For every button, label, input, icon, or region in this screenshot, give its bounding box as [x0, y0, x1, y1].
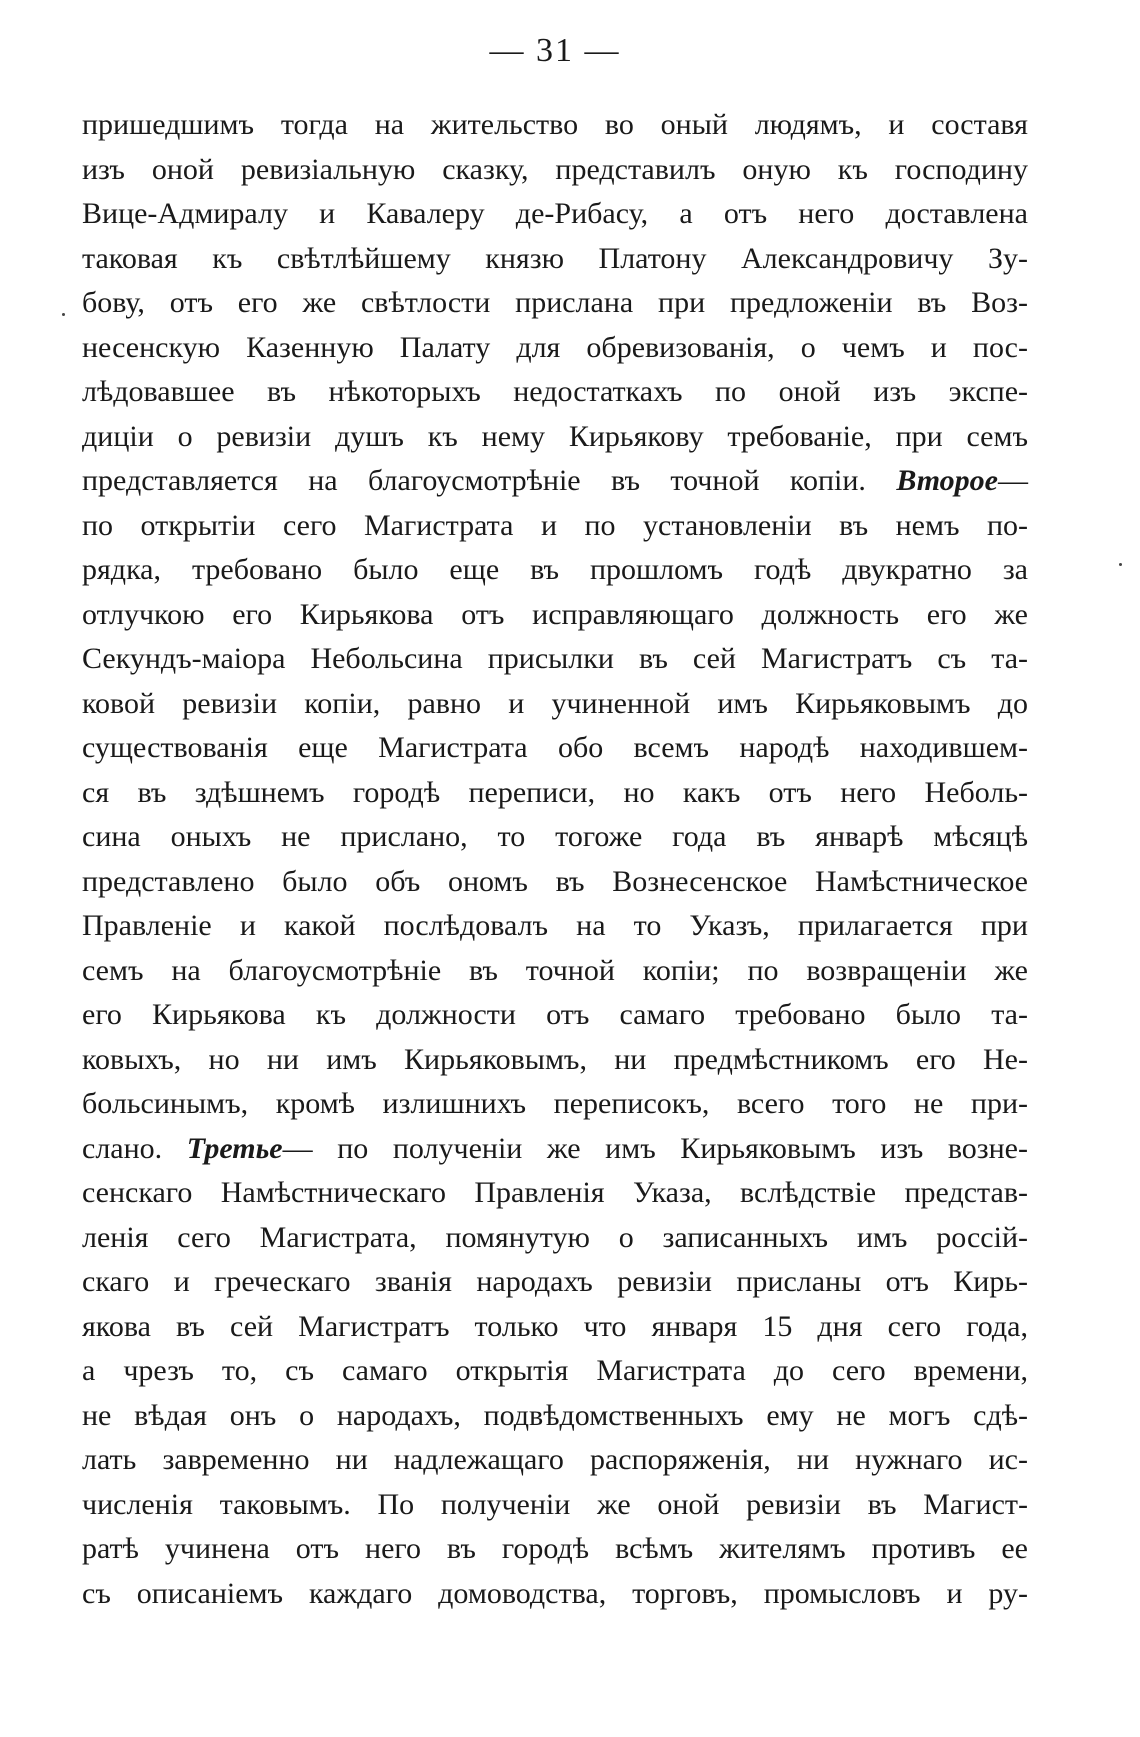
body-text: [82, 103, 1028, 1616]
text-line: ковыхъ, но ни имъ Кирьяковымъ, ни предмѣстникомъ его Не-: [82, 1042, 1028, 1076]
text-line: диціи о ревизіи душъ къ нему Кирьякову требованіе, при семъ: [82, 419, 1028, 453]
text-line: сина оныхъ не прислано, то тогоже года въ январѣ мѣсяцѣ: [82, 820, 1028, 853]
text-line: рядка, требовано было еще въ прошломъ годѣ двукратно за: [82, 553, 1028, 586]
text-line: [82, 1127, 1028, 1172]
text-line: существованія еще Магистрата обо всемъ народѣ находившем-: [82, 731, 1028, 764]
text-line-post: — по полученіи же имъ Кирьяковымъ изъ возне-: [282, 1131, 1028, 1165]
paper-speck: [62, 313, 65, 316]
text-line: изъ оной ревизіальную сказку, представилъ оную къ господину: [82, 152, 1028, 186]
text-line: Вице-Адмиралу и Кавалеру де-Рибасу, а отъ него доставлена: [82, 197, 1028, 230]
text-line: ратѣ учинена отъ него въ городѣ всѣмъ жителямъ противъ ее: [82, 1532, 1028, 1565]
page-number: — 31 —: [489, 32, 621, 69]
text-line: якова въ сей Магистратъ только что января 15 дня сего года,: [82, 1309, 1028, 1343]
text-line: таковая къ свѣтлѣйшему князю Платону Александровичу Зу-: [82, 241, 1028, 275]
text-line: по открытіи сего Магистрата и по установленіи въ немъ по-: [82, 508, 1028, 542]
section-marker-second: Второе: [896, 464, 998, 497]
text-line-post: —: [998, 464, 1028, 497]
text-line: численія таковымъ. По полученіи же оной ревизіи въ Магист-: [82, 1487, 1028, 1521]
text-line: Секундъ-маіора Небольсина присылки въ сей Магистратъ съ та-: [82, 642, 1028, 675]
text-line: [82, 459, 1028, 504]
paper-speck: [1119, 563, 1122, 566]
text-line: сенскаго Намѣстническаго Правленія Указа, вслѣдствіе представ-: [82, 1176, 1028, 1209]
text-line: представлено было объ ономъ въ Вознесенское Намѣстническое: [82, 864, 1028, 898]
text-line-pre: представляется на благоусмотрѣніе въ точной копіи.: [82, 464, 897, 497]
text-line: лѣдовавшее въ нѣкоторыхъ недостаткахъ по оной изъ экспе-: [82, 375, 1028, 408]
text-line: семъ на благоусмотрѣніе въ точной копіи; по возвращеніи же: [82, 953, 1028, 987]
text-line: отлучкою его Кирьякова отъ исправляющаго должность его же: [82, 597, 1028, 631]
text-line-pre: слано.: [82, 1131, 187, 1165]
text-line: пришедшимъ тогда на жительство во оный людямъ, и составя: [82, 108, 1028, 141]
text-line: ковой ревизіи копіи, равно и учиненной имъ Кирьяковымъ до: [82, 686, 1028, 720]
text-line: съ описаніемъ каждаго домоводства, торговъ, промысловъ и ру-: [82, 1576, 1028, 1610]
text-line: лать завременно ни надлежащаго распоряженія, ни нужнаго ис-: [82, 1443, 1028, 1476]
text-line: ся въ здѣшнемъ городѣ переписи, но какъ отъ него Неболь-: [82, 775, 1028, 809]
text-line: больсинымъ, кромѣ излишнихъ переписокъ, всего того не при-: [82, 1087, 1028, 1120]
text-line: скаго и греческаго званія народахъ ревизіи присланы отъ Кирь-: [82, 1265, 1028, 1298]
text-line: ленія сего Магистрата, помянутую о записанныхъ имъ россій-: [82, 1220, 1028, 1254]
section-marker-third: Третье: [186, 1131, 283, 1165]
text-line: его Кирьякова къ должности отъ самаго требовано было та-: [82, 998, 1028, 1031]
text-line: а чрезъ то, съ самаго открытія Магистрата до сего времени,: [82, 1354, 1028, 1387]
text-line: несенскую Казенную Палату для обревизованія, о чемъ и пос-: [82, 330, 1028, 364]
text-line: Правленіе и какой послѣдовалъ на то Указъ, прилагается при: [82, 909, 1028, 942]
text-line: не вѣдая онъ о народахъ, подвѣдомственныхъ ему не могъ сдѣ-: [82, 1398, 1028, 1432]
text-line: бову, отъ его же свѣтлости прислана при предложеніи въ Воз-: [82, 286, 1028, 319]
